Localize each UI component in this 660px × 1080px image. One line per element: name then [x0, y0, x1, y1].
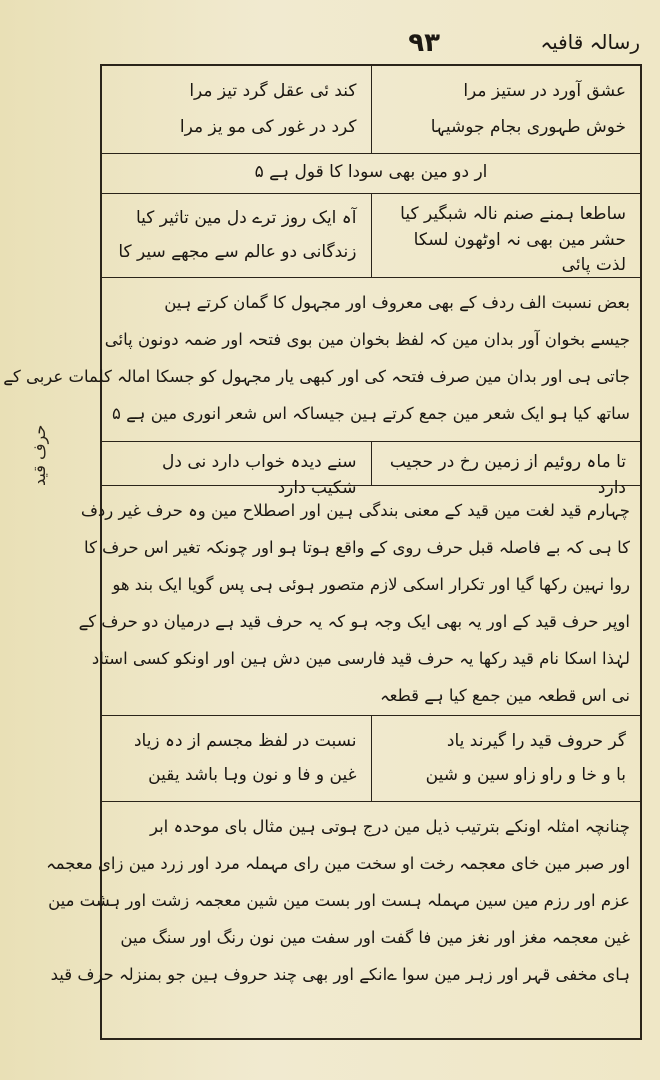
verse-line: غین و فا و نون وہا باشد یقین: [148, 765, 357, 785]
prose-line: ہای مخفی قہر اور زہر مین سوا ےانکے اور بھی چند حروف ہین جو بمنزلہ حرف قید: [50, 965, 630, 984]
verse-line: حشر مین بھی نہ اوٹھون لسکا لذت پائی: [413, 229, 626, 275]
prose-line: روا نہین رکھا گیا اور تکرار اسکی لازم متصور ہوئی ہی پس گویا ایک بند ھو: [112, 575, 630, 594]
verse-line: کرد در غور کی مو یز مرا: [179, 116, 357, 137]
prose-line: چہارم قید لغت مین قید کے معنی بندگی ہین اور اصطلاح مین وہ حرف غیر ردف: [80, 501, 630, 520]
paragraph-1: [3, 278, 640, 442]
text-frame: [3, 64, 642, 1040]
couplet-2-right: [372, 194, 641, 277]
couplet-3-left: سنے دیدہ خواب دارد نی دل شکیب دارد: [102, 442, 372, 485]
prose-line: جاتی ہی اور بدان مین صرف فتحہ کی اور کبھی یار مجہول کو جسکا امالہ کلمات عربی کے: [3, 367, 630, 386]
verse-line: آہ ایک روز ترے دل مین تاثیر کیا: [135, 208, 357, 228]
couplet-2-left: [102, 194, 372, 277]
prose-line: اوپر حرف قید کے اور یہ بھی ایک وجہ ہو کہ یہ حرف قید ہے درمیان دو حرف کے: [78, 612, 630, 631]
prose-line: اور صبر مین خای معجمہ رخت او سخت مین رای مہملہ مرد اور زرد مین زای معجمہ: [46, 854, 630, 873]
prose-line: چنانچہ امثلہ اونکے بترتیب ذیل مین درج ہوتی ہین مثال بای موحدہ ابر: [149, 817, 630, 836]
couplet-4: [102, 716, 640, 802]
couplet-2: [102, 194, 640, 278]
verse-line: گر حروف قید را گیرند یاد: [446, 730, 626, 751]
verse-line: زندگانی دو عالم سے مجھے سیر کا: [118, 241, 357, 262]
paragraph-2: [78, 486, 640, 716]
urdu-note: ار دو مین بھی سودا کا قول ہے ۵: [102, 154, 640, 194]
prose-line: جیسے بخوان آور بدان مین کہ لفظ بخوان مین بوی فتحہ اور ضمہ دونون پائی: [104, 330, 630, 349]
paragraph-3: [46, 802, 640, 1038]
prose-line: کا ہی کہ بے فاصلہ قبل حرف روی کے واقع ہوتا ہو اور چونکہ تغیر اس حرف کا: [84, 538, 630, 557]
couplet-1-left: [102, 66, 372, 153]
verse-line: با و خا و راو زاو سین و شین: [425, 765, 626, 785]
couplet-3: [102, 442, 640, 498]
page-number: ۹۳: [408, 28, 440, 58]
couplet-1: [102, 66, 640, 154]
prose-line: عزم اور رزم مین سین مہملہ ہست اور بست مین شین معجمہ زشت اور ہشت مین: [48, 891, 630, 910]
margin-annotation: حرف قید: [30, 424, 49, 486]
couplet-3-right: تا ماہ روئیم از زمین رخ در حجیب دارد: [389, 452, 626, 498]
verse-line: عشق آورد در ستیز مرا: [463, 81, 626, 101]
verse-line: نسبت در لفظ مجسم از دہ زیاد: [133, 730, 357, 751]
prose-line: ساتھ کیا ہو ایک شعر مین جمع کرتے ہین جیساکہ اس شعر انوری مین ہے ۵: [112, 404, 630, 423]
page-header: [100, 28, 640, 62]
prose-line: لہٰذا اسکا نام قید رکھا یہ حرف قید فارسی مین دش ہین اور اونکو کسی استاد: [91, 649, 630, 668]
prose-line: بعض نسبت الف ردف کے بھی معروف اور مجہول کا گمان کرتے ہین: [164, 293, 630, 312]
running-title: رسالہ قافیہ: [540, 30, 640, 54]
couplet-4-right: [372, 716, 641, 801]
verse-line: ساطعا ہمنے صنم نالہ شبگیر کیا: [400, 204, 626, 224]
prose-line: غین معجمہ مغز اور نغز مین فا گفت اور سفت مین نون رنگ اور سنگ مین: [120, 928, 630, 947]
verse-line: کند ئی عقل گرد تیز مرا: [189, 81, 357, 101]
verse-line: خوش طہوری بجام جوشیہا: [430, 116, 626, 137]
prose-line: نی اس قطعہ مین جمع کیا ہے قطعہ: [380, 686, 630, 705]
couplet-4-left: [102, 716, 372, 801]
couplet-1-right: [372, 66, 641, 153]
